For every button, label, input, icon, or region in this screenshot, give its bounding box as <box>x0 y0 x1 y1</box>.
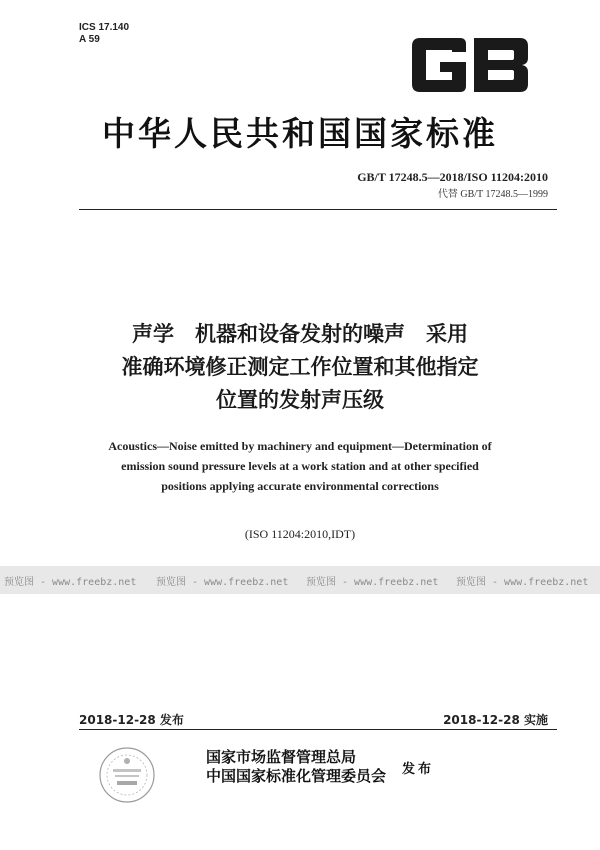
classification-codes <box>79 22 129 46</box>
issuer-sac: 中国国家标准化管理委员会 <box>206 767 387 785</box>
replaces-note: 代替 GB/T 17248.5—1999 <box>437 189 548 200</box>
watermark-text: 预览图 - www.freebz.net <box>456 577 589 588</box>
implementation-date: 2018-12-28 实施 <box>443 713 548 727</box>
watermark-band <box>0 566 600 594</box>
top-divider <box>79 209 557 210</box>
english-title-line-3: positions applying accurate environmental corrections <box>161 479 439 493</box>
publish-label: 发布 <box>402 762 435 777</box>
watermark-text: 预览图 - www.freebz.net <box>156 577 289 588</box>
watermark-text: 预览图 - www.freebz.net <box>306 577 439 588</box>
english-title-line-1: Acoustics—Noise emitted by machinery and equipment—Determination of <box>108 439 492 453</box>
chinese-title <box>0 318 600 417</box>
english-title-line-2: emission sound pressure levels at a work station and at other specified <box>121 459 479 473</box>
english-title <box>0 436 600 496</box>
iso-equivalence: (ISO 11204:2010,IDT) <box>244 527 356 541</box>
chinese-title-line-1: 声学 机器和设备发射的噪声 采用 <box>132 322 468 346</box>
ics-code: ICS 17.140 <box>79 22 130 33</box>
issuer-samr: 国家市场监督管理总局 <box>206 748 357 766</box>
chinese-title-line-3: 位置的发射声压级 <box>216 388 384 412</box>
issuing-authorities <box>206 748 386 786</box>
standard-code: GB/T 17248.5—2018/ISO 11204:2010 <box>357 170 548 184</box>
ccs-code: A 59 <box>79 34 100 45</box>
gb-logo <box>408 36 532 94</box>
chinese-title-line-2: 准确环境修正测定工作位置和其他指定 <box>121 355 479 379</box>
anti-counterfeit-seal-icon <box>97 745 157 805</box>
bottom-divider <box>79 729 557 730</box>
issue-date: 2018-12-28 发布 <box>79 713 184 727</box>
national-standard-heading: 中华人民共和国国家标准 <box>102 114 498 153</box>
watermark-text: 预览图 - www.freebz.net <box>4 577 137 588</box>
